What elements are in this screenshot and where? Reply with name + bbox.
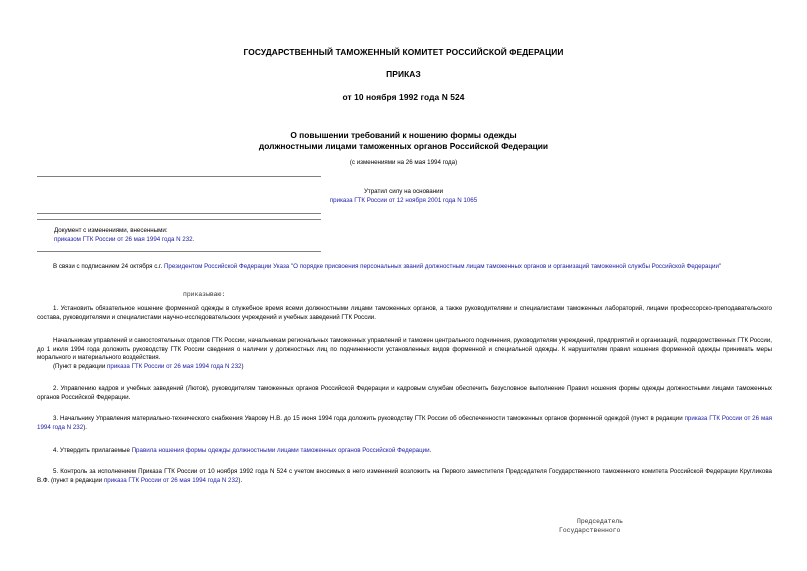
divider xyxy=(37,219,321,220)
divider xyxy=(37,251,321,252)
item-4-text: 4. Утвердить прилагаемые xyxy=(53,447,132,454)
intro-text: В связи с подписанием 24 октября с.г. xyxy=(53,263,164,270)
orders-word: приказываю: xyxy=(183,291,226,298)
item-3-text: 3. Начальнику Управления материально-технического снабжения Уварову Н.В. до 15 июня 1994 года доложить руководству ГТК России об обеспеченности таможенных органов форменной одеждой (пункт в редакции xyxy=(53,415,685,422)
org-name: ГОСУДАРСТВЕННЫЙ ТАМОЖЕННЫЙ КОМИТЕТ РОССИЙСКОЙ ФЕДЕРАЦИИ xyxy=(243,47,564,57)
status-link[interactable]: приказа ГТК России от 12 ноября 2001 года N 1065 xyxy=(329,197,478,204)
item-5 xyxy=(37,468,772,485)
item-3-end: ). xyxy=(83,423,87,431)
item-1b xyxy=(37,337,772,372)
item-1-text: 1. Установить обязательное ношение форменной одежды в служебное время всеми должностными лицами таможенных органов, а также руководителями и специалистами таможенных лабораторий, лицами профессорско-преподавательского состава, руководителями и специалистами научно-исследовательских учреждений и учебных заведений ГТК России. xyxy=(37,305,772,321)
item-1b-note: (Пункт в редакции xyxy=(53,363,108,371)
signature-org: Государственного xyxy=(559,527,621,534)
doc-title-line1: О повышении требований к ношению формы одежды xyxy=(290,130,517,140)
item-5-link[interactable]: приказа ГТК России от 26 мая 1994 года N 232 xyxy=(103,476,239,484)
item-4 xyxy=(37,447,772,456)
item-1b-note-end: ) xyxy=(241,363,244,371)
divider xyxy=(37,176,321,177)
item-1 xyxy=(37,305,772,322)
doc-date-number: от 10 ноября 1992 года N 524 xyxy=(342,92,465,102)
status-line: Утратил силу на основании xyxy=(363,188,444,195)
doc-type: ПРИКАЗ xyxy=(386,69,421,79)
item-4-end: . xyxy=(429,447,432,454)
divider xyxy=(37,213,321,214)
intro-paragraph xyxy=(37,263,772,272)
item-3-link[interactable]: приказа ГТК России от 26 мая 1994 года N 232 xyxy=(37,415,772,431)
item-4-link[interactable]: Правила ношения формы одежды должностными лицами таможенных органов Российской Федерации xyxy=(131,447,430,454)
item-5-text: 5. Контроль за исполнением Приказа ГТК России от 10 ноября 1992 года N 524 с учетом вносимых в него изменений возложить на Первого заместителя Председателя Государственного таможенного комитета Российской Федерации Кругликова В.Ф. (пункт в редакции xyxy=(37,468,772,484)
doc-title-line2: должностными лицами таможенных органов Российской Федерации xyxy=(258,141,549,151)
amendment-note: (с изменениями на 26 мая 1994 года) xyxy=(349,159,458,166)
item-1b-text: Начальникам управлений и самостоятельных отделов ГТК России, начальникам региональных таможенных управлений и таможен центрального подчинения, руководителям учреждений, предприятий и организаций, подведомственных ГТК России, до 1 июля 1994 года доложить руководству ГТК России сведения о наличии у должностных лиц по подчиненности установленных видов форменной и специальной одежды. К нарушителям правил ношения форменной одежды принимать меры морального и материального воздействия. xyxy=(37,337,772,362)
item-2-text: 2. Управлению кадров и учебных заведений (Лютов), руководителям таможенных органов Российской Федерации и кадровым службам обеспечить безусловное выполнение Правил ношения формы одежды должностными лицами таможенных органов Российской Федерации. xyxy=(37,385,772,401)
item-3 xyxy=(37,415,772,432)
item-5-end: ). xyxy=(238,476,243,484)
item-2 xyxy=(37,385,772,402)
decree-link[interactable]: Президентом Российской Федерации Указа "О порядке присвоения персональных званий должностным лицам таможенных органов и организаций таможенной службы Российской Федерации" xyxy=(163,263,722,270)
item-1b-note-link[interactable]: приказа ГТК России от 26 мая 1994 года N 232 xyxy=(107,363,242,371)
changes-link[interactable]: приказом ГТК России от 26 мая 1994 года N 232. xyxy=(54,236,195,243)
signature-title: Председатель xyxy=(577,518,624,525)
changes-label: Документ с изменениями, внесенными: xyxy=(54,227,168,234)
